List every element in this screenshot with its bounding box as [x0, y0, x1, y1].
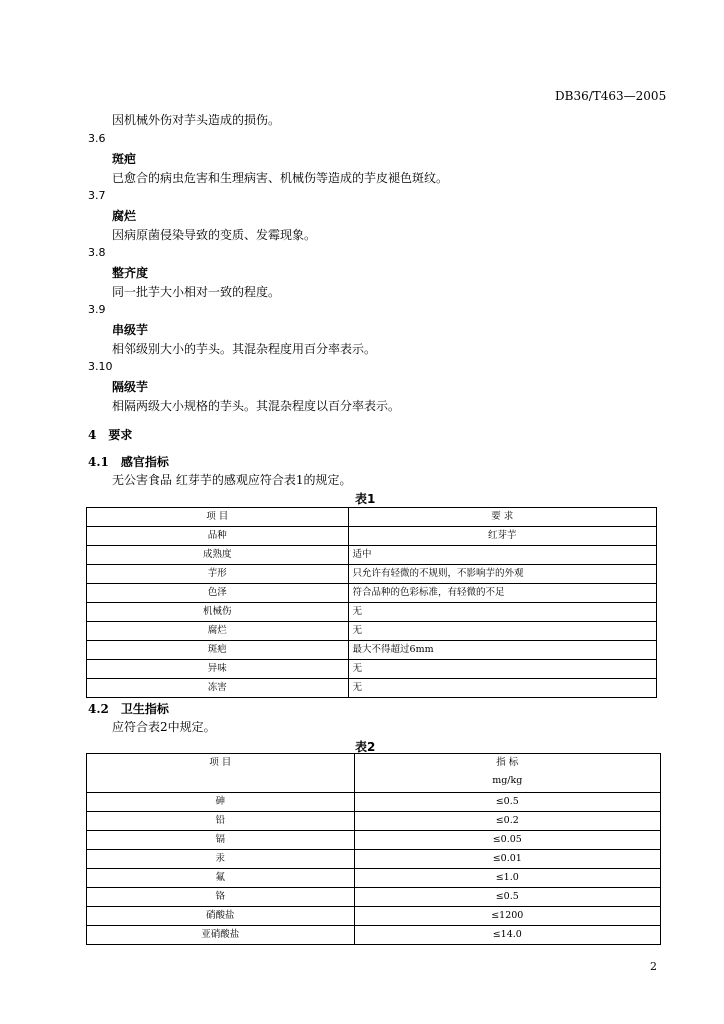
table-cell: 砷	[87, 793, 355, 812]
subsection-heading: 4.1 感官指标	[88, 455, 169, 469]
table1-caption: 表1	[355, 492, 376, 506]
table-cell: 适中	[348, 546, 656, 565]
table-header-row	[87, 508, 657, 527]
term-definition: 同一批芋大小相对一致的程度。	[112, 285, 281, 299]
table-cell: 镉	[87, 831, 355, 850]
table-row	[87, 850, 661, 869]
table-row	[87, 527, 657, 546]
term-title: 隔级芋	[112, 380, 149, 394]
term-definition: 相隔两级大小规格的芋头。其混杂程度以百分率表示。	[112, 399, 401, 413]
term-definition: 相邻级别大小的芋头。其混杂程度用百分率表示。	[112, 342, 377, 356]
table-row	[87, 660, 657, 679]
table-cell: 色泽	[87, 584, 349, 603]
section-number: 3.6	[88, 132, 106, 145]
unit-label: mg/kg	[492, 775, 523, 786]
table-cell: 符合品种的色彩标准，有轻微的不足	[348, 584, 656, 603]
table-row	[87, 565, 657, 584]
table-cell: ≤0.5	[354, 888, 660, 907]
table-row	[87, 584, 657, 603]
table-cell: 无	[348, 603, 656, 622]
table-row	[87, 793, 661, 812]
table-cell: 无	[348, 679, 656, 698]
table-header-label: 指 标	[496, 757, 519, 768]
page-number: 2	[650, 960, 657, 973]
table-cell: 冻害	[87, 679, 349, 698]
table-header-cell: 项 目	[87, 754, 355, 793]
table-cell: 最大不得超过6mm	[348, 641, 656, 660]
table-cell: 成熟度	[87, 546, 349, 565]
table-row	[87, 926, 661, 945]
table-cell: ≤0.5	[354, 793, 660, 812]
table-row	[87, 869, 661, 888]
table-cell: ≤1200	[354, 907, 660, 926]
term-title: 斑疤	[112, 152, 137, 166]
table-cell: 无	[348, 660, 656, 679]
subsection-heading: 4.2 卫生指标	[88, 702, 169, 716]
table-cell: 亚硝酸盐	[87, 926, 355, 945]
table-cell: ≤0.2	[354, 812, 660, 831]
table2-caption: 表2	[355, 740, 376, 754]
term-title: 腐烂	[112, 209, 137, 223]
table-cell: 汞	[87, 850, 355, 869]
section-heading: 4 要求	[88, 428, 133, 442]
table-cell: 腐烂	[87, 622, 349, 641]
table-row	[87, 603, 657, 622]
table-cell: 芋形	[87, 565, 349, 584]
document-code: DB36/T463—2005	[555, 89, 667, 103]
table-cell: 无	[348, 622, 656, 641]
section-number: 3.10	[88, 360, 113, 373]
table-cell: 异味	[87, 660, 349, 679]
table-cell: 铅	[87, 812, 355, 831]
table-row	[87, 812, 661, 831]
table-row	[87, 907, 661, 926]
table-header-cell	[354, 754, 660, 793]
table-cell: 斑疤	[87, 641, 349, 660]
table-header-cell: 要 求	[348, 508, 656, 527]
table-header-row	[87, 754, 661, 793]
table-cell: ≤0.05	[354, 831, 660, 850]
term-definition: 已愈合的病虫危害和生理病害、机械伤等造成的芋皮褪色斑纹。	[112, 171, 449, 185]
paragraph: 无公害食品 红芽芋的感观应符合表1的规定。	[112, 473, 352, 487]
paragraph: 因机械外伤对芋头造成的损伤。	[112, 113, 281, 127]
term-definition: 因病原菌侵染导致的变质、发霉现象。	[112, 228, 317, 242]
table-cell: 氟	[87, 869, 355, 888]
table-row	[87, 831, 661, 850]
table-row	[87, 641, 657, 660]
table2	[86, 753, 661, 945]
section-number: 3.8	[88, 246, 106, 259]
term-title: 整齐度	[112, 266, 149, 280]
table-cell: 铬	[87, 888, 355, 907]
table-cell: 只允许有轻微的不规则，不影响芋的外观	[348, 565, 656, 584]
table-cell: ≤0.01	[354, 850, 660, 869]
table1	[86, 507, 657, 698]
table-header-cell: 项 目	[87, 508, 349, 527]
table-cell: ≤14.0	[354, 926, 660, 945]
table-row	[87, 622, 657, 641]
table-cell: 硝酸盐	[87, 907, 355, 926]
table-row	[87, 679, 657, 698]
table-cell: ≤1.0	[354, 869, 660, 888]
table-cell: 品种	[87, 527, 349, 546]
paragraph: 应符合表2中规定。	[112, 720, 216, 734]
section-number: 3.7	[88, 189, 106, 202]
table-row	[87, 546, 657, 565]
table-row	[87, 888, 661, 907]
table-cell: 机械伤	[87, 603, 349, 622]
term-title: 串级芋	[112, 323, 149, 337]
table-cell: 红芽芋	[348, 527, 656, 546]
section-number: 3.9	[88, 303, 106, 316]
